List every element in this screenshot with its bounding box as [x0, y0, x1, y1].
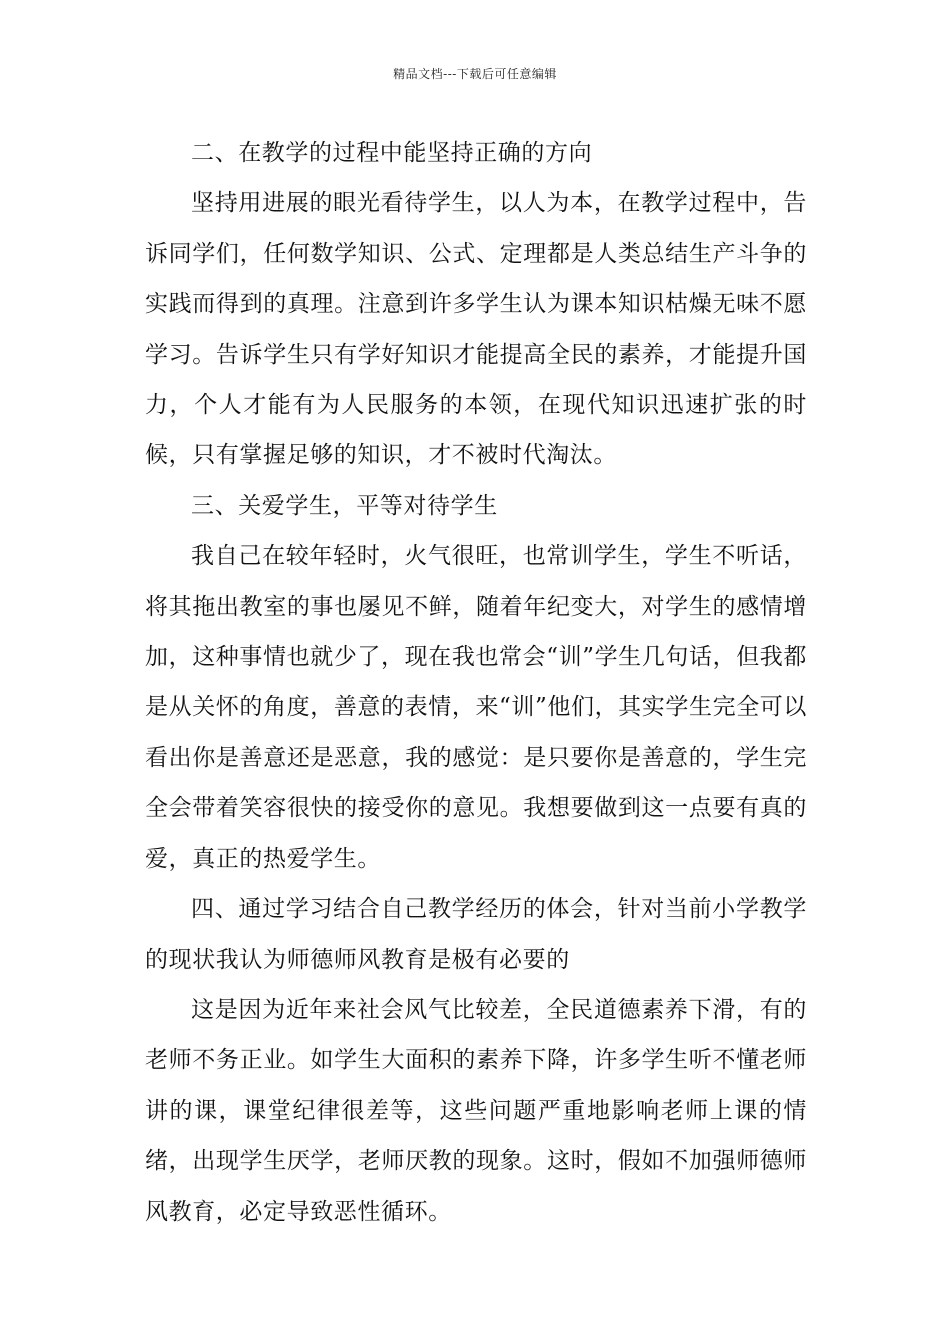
section-heading-3: 三、关爱学生，平等对待学生	[191, 492, 498, 519]
section-heading-2: 二、在教学的过程中能坚持正确的方向	[191, 140, 593, 166]
paragraph: 我自己在较年轻时，火气很旺，也常训学生，学生不听话，将其拖出教室的事也屡见不鲜，随着年纪变大，对学生的感情增加，这种事情也就少了，现在我也常会“训”学生几句话，但我都是从关怀的角度，善意的表情，来“训”他们，其实学生完全可以看出你是善意还是恶意，我的感觉：是只要你是善意的，学生完全会带着笑容很快的接受你的意见。我想要做到这一点要有真的爱，真正的热爱学生。	[145, 543, 807, 872]
page-header: 精品文档---下载后可任意编辑	[393, 67, 557, 81]
section-heading-4: 四、通过学习结合自己教学经历的体会，针对当前小学教学的现状我认为师德师风教育是极有必要的	[145, 896, 807, 973]
paragraph: 坚持用进展的眼光看待学生，以人为本，在教学过程中，告诉同学们，任何数学知识、公式、定理都是人类总结生产斗争的实践而得到的真理。注意到许多学生认为课本知识枯燥无味不愿学习。告诉学生只有学好知识才能提高全民的素养，才能提升国力，个人才能有为人民服务的本领，在现代知识迅速扩张的时候，只有掌握足够的知识，才不被时代淘汰。	[145, 190, 807, 469]
paragraph: 这是因为近年来社会风气比较差，全民道德素养下滑，有的老师不务正业。如学生大面积的素养下降，许多学生听不懂老师讲的课，课堂纪律很差等，这些问题严重地影响老师上课的情绪，出现学生厌学，老师厌教的现象。这时，假如不加强师德师风教育，必定导致恶性循环。	[145, 996, 807, 1225]
document-body	[145, 128, 807, 1237]
